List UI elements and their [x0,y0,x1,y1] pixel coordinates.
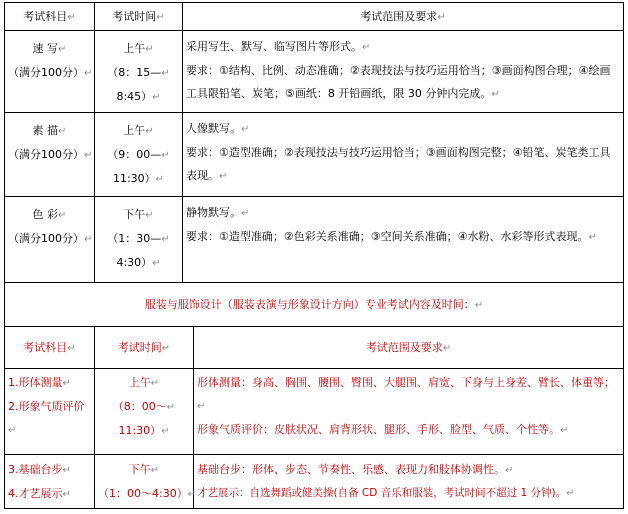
header-time: 考试时间↵ [95,327,194,369]
header-subject: 考试科目↵ [5,3,95,31]
time-cell: 上午↵ （8：15—↵ 8:45）↵ [95,31,183,113]
subject-cell: 素 描↵ （满分100分）↵ [5,113,95,197]
time-cell: 上午↵ （9：00—↵ 11:30）↵ [95,113,183,197]
scope-cell: 人像默写。↵ 要求：①造型准确；②表现技法与技巧运用恰当；③画面构图完整；④铅笔、炭笔类工具表现。↵ [183,113,624,197]
scope-cell: 静物默写。↵ 要求：①造型准确；②色彩关系准确；③空间关系准确；④水粉、水彩等形式表现。↵ [183,197,624,283]
subject-cell: 速 写↵ （满分100分）↵ [5,31,95,113]
time-cell: 上午↵ （8：00～↵ 11:30）↵ [95,369,194,455]
subject-cell: 1.形体测量↵ 2.形象气质评价↵ [5,369,95,455]
table-row-body-measure [5,369,624,455]
table-row-catwalk [5,455,624,509]
header-scope: 考试范围及要求↵ [183,3,624,31]
section-title-row [5,283,624,327]
scope-cell: 形体测量：身高、胸围、腰围、臀围、大腿围、肩宽、下身与上身差、臂长、体重等；↵ 形象气质评价：皮肤状况、肩背形状、腿形、手形、脸型、气质、个性等。↵ [194,369,624,455]
scope-cell: 采用写生、默写、临写图片等形式。↵ 要求：①结构、比例、动态准确；②表现技法与技巧运用恰当；③画面构图合理；④绘画工具限铅笔、炭笔；⑤画纸：8 开铅画纸，限 30 分钟内完成。↵ [183,31,624,113]
table-row-drawing [5,113,624,197]
time-cell: 下午↵ （1：30—↵ 4:30）↵ [95,197,183,283]
scope-cell: 基础台步：形体、步态、节奏性、乐感、表现力和肢体协调性。↵ 才艺展示：自选舞蹈或健美操(自备 CD 音乐和服装，考试时间不超过 1 分钟)。↵ [194,455,624,509]
table2-header-row [5,327,624,369]
header-time: 考试时间↵ [95,3,183,31]
section-title: 服装与服饰设计（服装表演与形象设计方向）专业考试内容及时间：↵ [5,283,624,327]
header-scope: 考试范围及要求↵ [194,327,624,369]
time-cell: 下午↵ （1：00～4:30）↵ [95,455,194,509]
table1-header-row [5,3,624,31]
header-subject: 考试科目↵ [5,327,95,369]
table-row-sketch [5,31,624,113]
subject-cell: 色 彩↵ （满分100分）↵ [5,197,95,283]
table-row-color [5,197,624,283]
exam-schedule-table [4,2,624,509]
subject-cell: 3.基础台步↵ 4.才艺展示↵ [5,455,95,509]
